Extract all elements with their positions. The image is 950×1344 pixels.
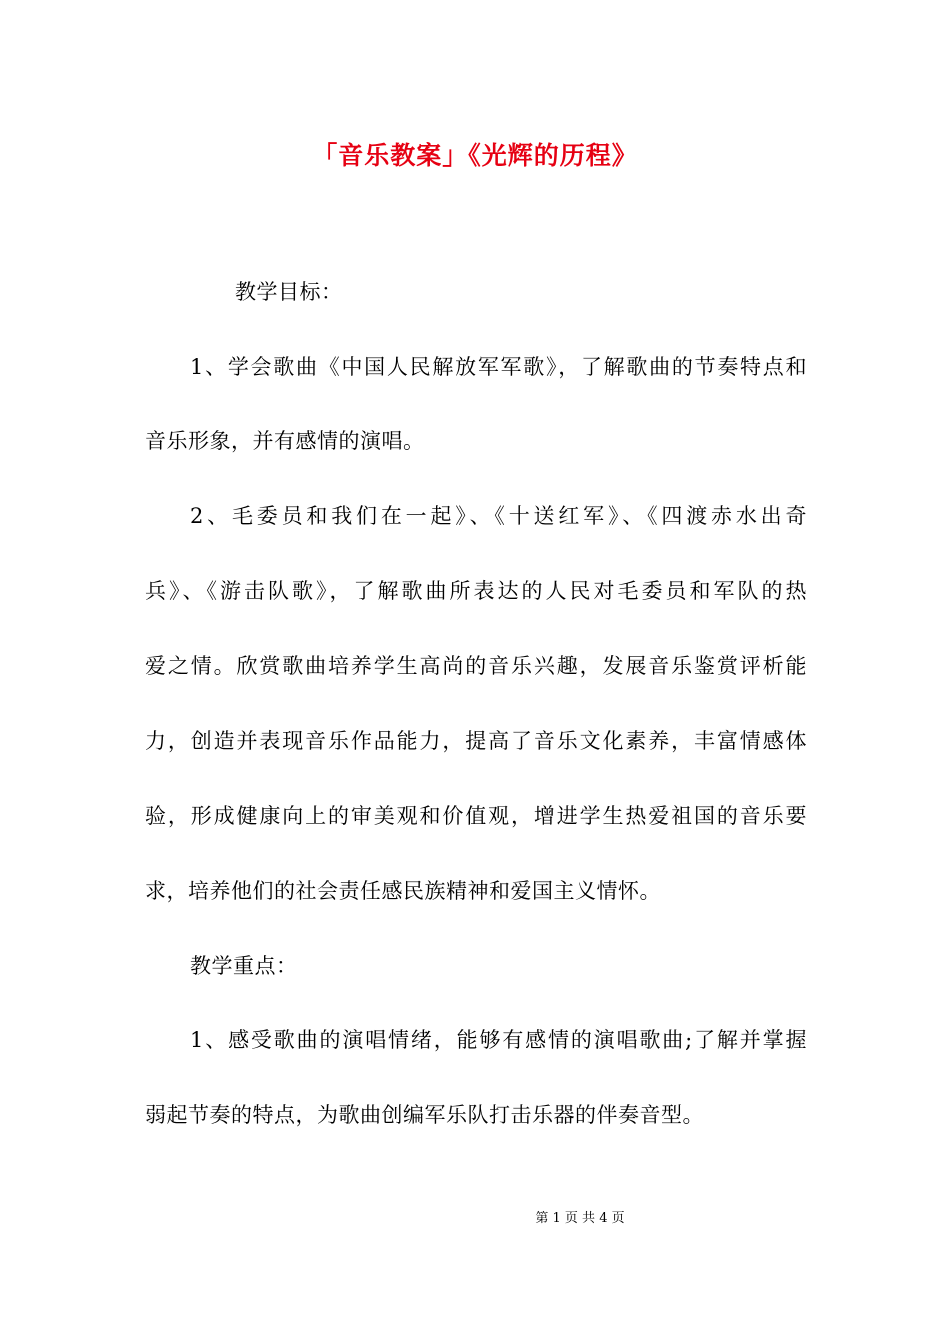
- paragraph-line: 1、感受歌曲的演唱情绪，能够有感情的演唱歌曲;了解并掌握: [190, 1028, 807, 1052]
- section-heading-key-points: 教学重点：: [190, 954, 298, 978]
- paragraph-line: 1、学会歌曲《中国人民解放军军歌》，了解歌曲的节奏特点和: [190, 355, 807, 379]
- paragraph-line: 音乐形象，并有感情的演唱。: [145, 429, 425, 453]
- paragraph-line: 弱起节奏的特点，为歌曲创编军乐队打击乐器的伴奏音型。: [145, 1103, 704, 1127]
- paragraph-line: 验，形成健康向上的审美观和价值观，增进学生热爱祖国的音乐要: [145, 804, 807, 828]
- paragraph-line: 力，创造并表现音乐作品能力，提高了音乐文化素养，丰富情感体: [145, 729, 807, 753]
- page-number-footer: 第 1 页 共 4 页: [535, 1211, 625, 1226]
- paragraph-line: 爱之情。欣赏歌曲培养学生高尚的音乐兴趣，发展音乐鉴赏评析能: [145, 654, 807, 678]
- section-heading-objectives: 教学目标：: [235, 280, 343, 304]
- paragraph-line: 2、毛委员和我们在一起》、《十送红军》、《四渡赤水出奇: [190, 504, 807, 528]
- paragraph-line: 求，培养他们的社会责任感民族精神和爱国主义情怀。: [145, 879, 661, 903]
- paragraph-line: 兵》、《游击队歌》，了解歌曲所表达的人民对毛委员和军队的热: [145, 579, 807, 603]
- document-title: 「音乐教案」《光辉的历程》: [312, 141, 638, 170]
